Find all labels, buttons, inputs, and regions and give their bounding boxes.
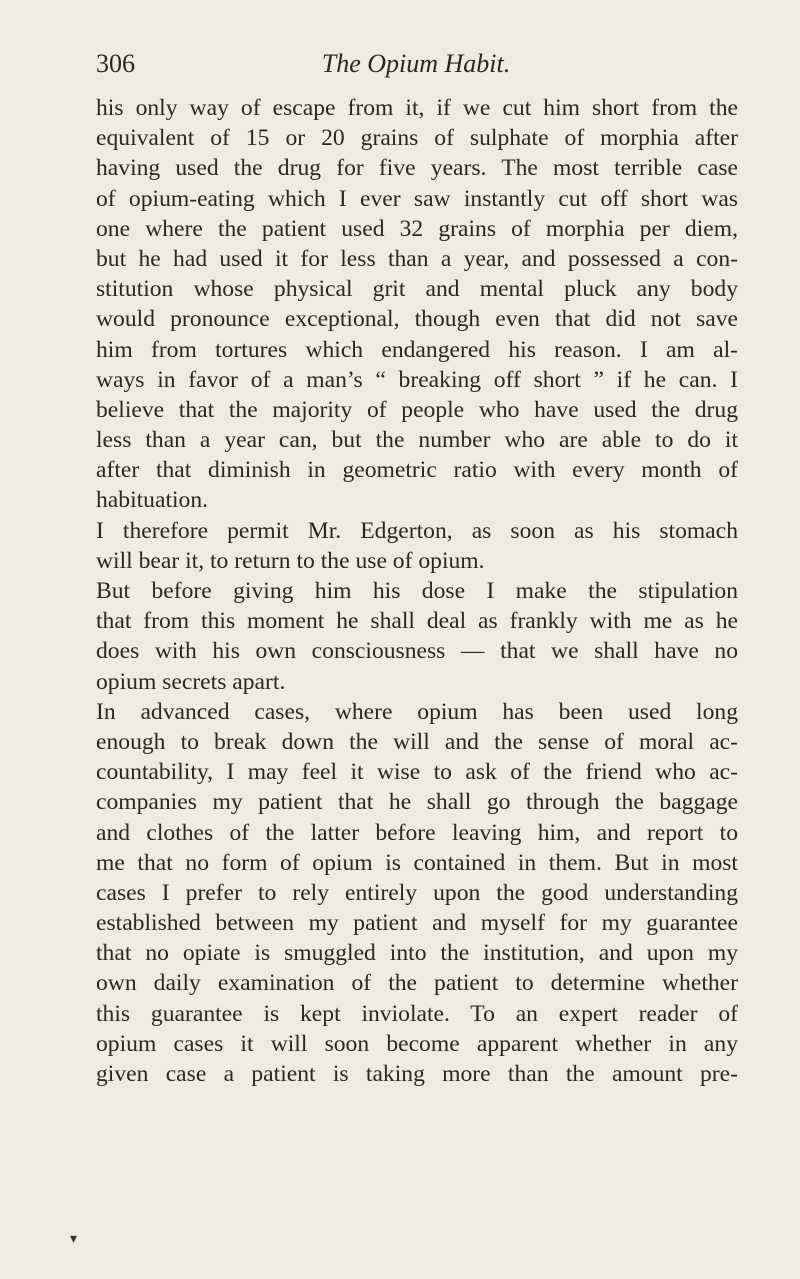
text-line: of opium-eating which I ever saw instantly cut off short was — [96, 185, 738, 212]
margin-mark-icon: ▾ — [70, 1232, 78, 1247]
text-line: and clothes of the latter before leaving him, and report to — [96, 819, 738, 846]
text-line: companies my patient that he shall go through the baggage — [96, 789, 738, 816]
running-title: The Opium Habit. — [321, 49, 511, 78]
text-line: me that no form of opium is contained in them. But in most — [96, 849, 738, 876]
text-line: will bear it, to return to the use of opium. — [96, 547, 485, 574]
text-line: In advanced cases, where opium has been used long — [96, 698, 738, 725]
text-line: I therefore permit Mr. Edgerton, as soon as his stomach — [96, 517, 738, 544]
text-line: after that diminish in geometric ratio with every month of — [96, 457, 738, 484]
text-line: habituation. — [96, 487, 209, 514]
text-line: own daily examination of the patient to determine whether — [96, 970, 738, 997]
text-line: enough to break down the will and the sense of moral ac- — [96, 728, 738, 755]
body-text — [96, 93, 738, 1089]
text-line: believe that the majority of people who have used the drug — [96, 396, 738, 423]
text-line: that no opiate is smuggled into the institution, and upon my — [96, 940, 738, 967]
text-line: this guarantee is kept inviolate. To an expert reader of — [96, 1000, 738, 1027]
text-line: but he had used it for less than a year, and possessed a con- — [96, 245, 738, 272]
text-line: cases I prefer to rely entirely upon the good understanding — [96, 879, 738, 906]
text-line: But before giving him his dose I make the stipulation — [96, 578, 738, 604]
text-line: him from tortures which endangered his reason. I am al- — [96, 336, 738, 363]
text-line: one where the patient used 32 grains of morphia per diem, — [96, 215, 738, 242]
text-line: stitution whose physical grit and mental pluck any body — [96, 276, 738, 303]
text-line: less than a year can, but the number who are able to do it — [96, 427, 738, 454]
text-line: ways in favor of a man’s “ breaking off short ” if he can. I — [96, 366, 738, 393]
text-line: given case a patient is taking more than the amount pre- — [96, 1061, 738, 1087]
text-line: having used the drug for five years. The most terrible case — [96, 155, 738, 182]
text-line: does with his own consciousness — that we shall have no — [96, 638, 738, 665]
text-line: established between my patient and myself for my guarantee — [96, 910, 738, 937]
text-line: equivalent of 15 or 20 grains of sulphate of morphia after — [96, 125, 738, 152]
page-number: 306 — [96, 49, 135, 78]
text-line: his only way of escape from it, if we cut him short from the — [96, 95, 738, 121]
page-header — [96, 49, 736, 89]
text-line: opium cases it will soon become apparent whether in any — [96, 1030, 738, 1057]
text-line: would pronounce exceptional, though even that did not save — [96, 306, 738, 333]
text-line: countability, I may feel it wise to ask of the friend who ac- — [96, 759, 738, 786]
text-line: that from this moment he shall deal as frankly with me as he — [96, 608, 738, 635]
text-line: opium secrets apart. — [96, 668, 286, 695]
